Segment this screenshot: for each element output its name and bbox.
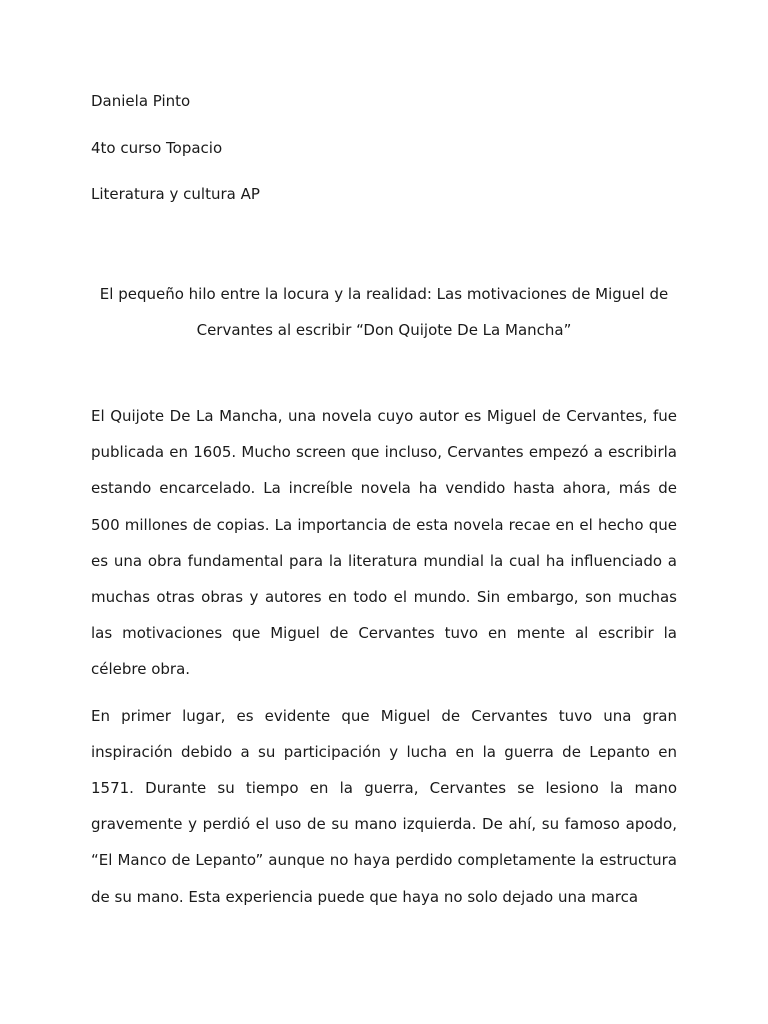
course-name: 4to curso Topacio bbox=[91, 139, 223, 157]
paragraph-intro: El Quijote De La Mancha, una novela cuyo autor es Miguel de Cervantes, fue publicada en 1605. Mucho screen que incluso, Cervantes empezó a escribirla estando encarcelado. La increíble novela ha vendido hasta ahora, más de 500 millones de copias. La importancia de esta novela recae en el hecho que es una obra fundamental para la literatura mundial la cual ha influenciado a muchas otras obras y autores en todo el mundo. Sin embargo, son muchas las motivaciones que Miguel de Cervantes tuvo en mente al escribir la célebre obra. bbox=[91, 407, 677, 679]
essay-title-line-2: Cervantes al escribir “Don Quijote De La Mancha” bbox=[196, 321, 572, 339]
essay-title bbox=[91, 276, 677, 348]
paragraph-lepanto: En primer lugar, es evidente que Miguel de Cervantes tuvo una gran inspiración debido a su participación y lucha en la guerra de Lepanto en 1571. Durante su tiempo en la guerra, Cervantes se lesiono la mano gravemente y perdió el uso de su mano izquierda. De ahí, su famoso apodo, “El Manco de Lepanto” aunque no haya perdido completamente la estructura de su mano. Esta experiencia puede que haya no solo dejado una marca bbox=[91, 706, 677, 906]
essay-body bbox=[91, 398, 677, 925]
author-name: Daniela Pinto bbox=[91, 92, 191, 110]
essay-title-line-1: El pequeño hilo entre la locura y la realidad: Las motivaciones de Miguel de bbox=[99, 285, 669, 303]
subject-name: Literatura y cultura AP bbox=[91, 185, 260, 203]
